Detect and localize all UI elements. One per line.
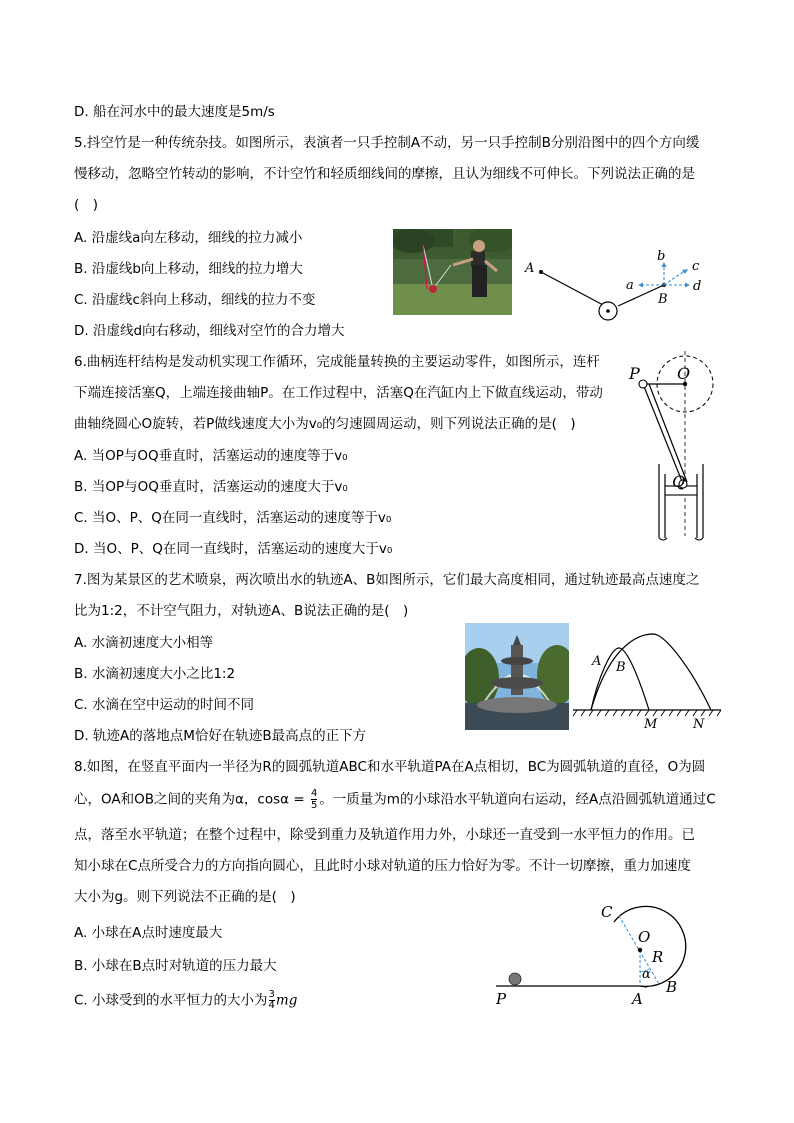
q5-option-d: D. 沿虚线d向右移动，细线对空竹的合力增大 (74, 323, 345, 339)
q8-stem-line-2 (74, 788, 716, 811)
q5-line-left (541, 272, 605, 306)
q8-label-r: R (652, 948, 664, 966)
q8-cos-denominator: 5 (310, 800, 318, 811)
q6-stem-line-3: 曲轴绕圆心O旋转，若P做线速度大小为v₀的匀速圆周运动，则下列说法正确的是( ) (74, 416, 576, 432)
q8-cos-fraction (311, 788, 317, 811)
q5-option-c: C. 沿虚线c斜向上移动，细线的拉力不变 (74, 292, 316, 308)
q6-option-b: B. 当OP与OQ垂直时，活塞运动的速度大于v₀ (74, 479, 348, 495)
q4-option-d: D. 船在河水中的最大速度是5m/s (74, 104, 275, 120)
q8-ball (509, 973, 521, 985)
q7-option-b: B. 水滴初速度大小之比1:2 (74, 666, 236, 682)
q5-label-c-dir: c (692, 259, 700, 274)
q6-label-p: P (629, 364, 640, 383)
q7-trajectory-diagram (573, 628, 723, 732)
q8-label-a: A (632, 990, 643, 1008)
q5-diagram (520, 244, 710, 324)
q7-stem-line-2: 比为1:2，不计空气阻力，对轨迹A、B说法正确的是( ) (74, 603, 409, 619)
q5-stem-line-3: ( ) (74, 197, 99, 213)
q7-option-d: D. 轨迹A的落地点M恰好在轨迹B最高点的正下方 (74, 728, 367, 744)
q5-stem-line-1: 5.抖空竹是一种传统杂技。如图所示，表演者一只手控制A不动，另一只手控制B分别沿图中的四个方向缓 (74, 135, 700, 151)
q7-stem-line-1: 7.图为某景区的艺术喷泉，两次喷出水的轨迹A、B如图所示，它们最大高度相同，通过轨迹最高点速度之 (74, 572, 700, 588)
q5-stem-line-2: 慢移动，忽略空竹转动的影响，不计空竹和轻质细线间的摩擦，且认为细线不可伸长。下列说法正确的是 (74, 166, 695, 182)
q5-label-a-dir: a (626, 278, 634, 293)
q7-fountain-photo (465, 623, 569, 730)
q8-option-b: B. 小球在B点时对轨道的压力最大 (74, 958, 277, 974)
q6-stem-line-1: 6.曲柄连杆结构是发动机实现工作循环，完成能量转换的主要运动零件，如图所示，连杆 (74, 354, 600, 370)
q7-option-c: C. 水滴在空中运动的时间不同 (74, 697, 255, 713)
q8-stem-line-2-b: 。一质量为m的小球沿水平轨道向右运动，经A点沿圆弧轨道通过C (319, 791, 716, 808)
q8-stem-line-1: 8.如图，在竖直平面内一半径为R的圆弧轨道ABC和水平轨道PA在A点相切，BC为圆弧轨道的直径，O为圆 (74, 759, 706, 775)
q8-option-c-prefix: C. 小球受到的水平恒力的大小为 (74, 992, 268, 1009)
q5-option-a: A. 沿虚线a向左移动，细线的拉力减小 (74, 230, 303, 246)
q7-label-b: B (616, 660, 626, 675)
q7-label-m: M (644, 717, 658, 732)
q5-label-b-point: B (658, 292, 668, 307)
q5-option-b: B. 沿虚线b向上移动，细线的拉力增大 (74, 261, 303, 277)
q8-option-c-fraction (269, 990, 275, 1011)
q6-option-c: C. 当O、P、Q在同一直线时，活塞运动的速度等于v₀ (74, 510, 392, 526)
q6-rod-left (643, 384, 683, 484)
q5-point-a (539, 270, 543, 274)
q6-option-d: D. 当O、P、Q在同一直线时，活塞运动的速度大于v₀ (74, 541, 393, 557)
q8-option-a: A. 小球在A点时速度最大 (74, 925, 223, 941)
q8-stem-line-2-a: 心，OA和OB之间的夹角为α，cosα = (74, 791, 305, 808)
q8-label-b: B (666, 978, 678, 996)
q8-label-o: O (638, 928, 651, 946)
q8-stem-line-5: 大小为g。则下列说法不正确的是( ) (74, 889, 296, 905)
q8-option-c (74, 990, 297, 1011)
q5-label-d-dir: d (693, 279, 702, 294)
q7-option-a: A. 水滴初速度大小相等 (74, 635, 214, 651)
q5-label-b-dir: b (657, 249, 666, 264)
q8-label-alpha: α (642, 967, 651, 982)
q8-label-c: C (601, 903, 613, 921)
q8-cos-numerator: 4 (310, 788, 318, 799)
q5-diabolo-photo (393, 229, 512, 315)
q7-label-n: N (693, 717, 705, 732)
q8-option-c-numerator: 3 (268, 989, 275, 1000)
q8-center-o (638, 948, 642, 952)
q6-label-o: O (677, 364, 691, 383)
q8-label-p: P (496, 990, 507, 1008)
q6-crank-diagram (625, 346, 717, 554)
q8-stem-line-4: 知小球在C点所受合力的方向指向圆心，且此时小球对轨道的压力恰好为零。不计一切摩擦，重力加速度 (74, 858, 691, 874)
q6-stem-line-2: 下端连接活塞Q，上端连接曲轴P。在工作过程中，活塞Q在汽缸内上下做直线运动，带动 (74, 385, 603, 401)
q7-label-a: A (592, 654, 602, 669)
q8-option-c-suffix: mg (275, 992, 298, 1009)
q6-rod-right (649, 384, 687, 482)
q7-trajectory-b (591, 634, 711, 710)
q5-label-a-point: A (525, 261, 535, 276)
q5-arrow-c (664, 270, 686, 285)
q8-stem-line-3: 点，落至水平轨道；在整个过程中，除受到重力及轨道作用力外，小球还一直受到一水平恒力的作用。已 (74, 827, 695, 843)
q6-label-q: Q (672, 472, 686, 491)
q8-option-c-denominator: 4 (268, 1000, 275, 1011)
q8-track-diagram (488, 898, 698, 1010)
q6-option-a: A. 当OP与OQ垂直时，活塞运动的速度等于v₀ (74, 448, 348, 464)
q6-point-p (639, 380, 647, 388)
